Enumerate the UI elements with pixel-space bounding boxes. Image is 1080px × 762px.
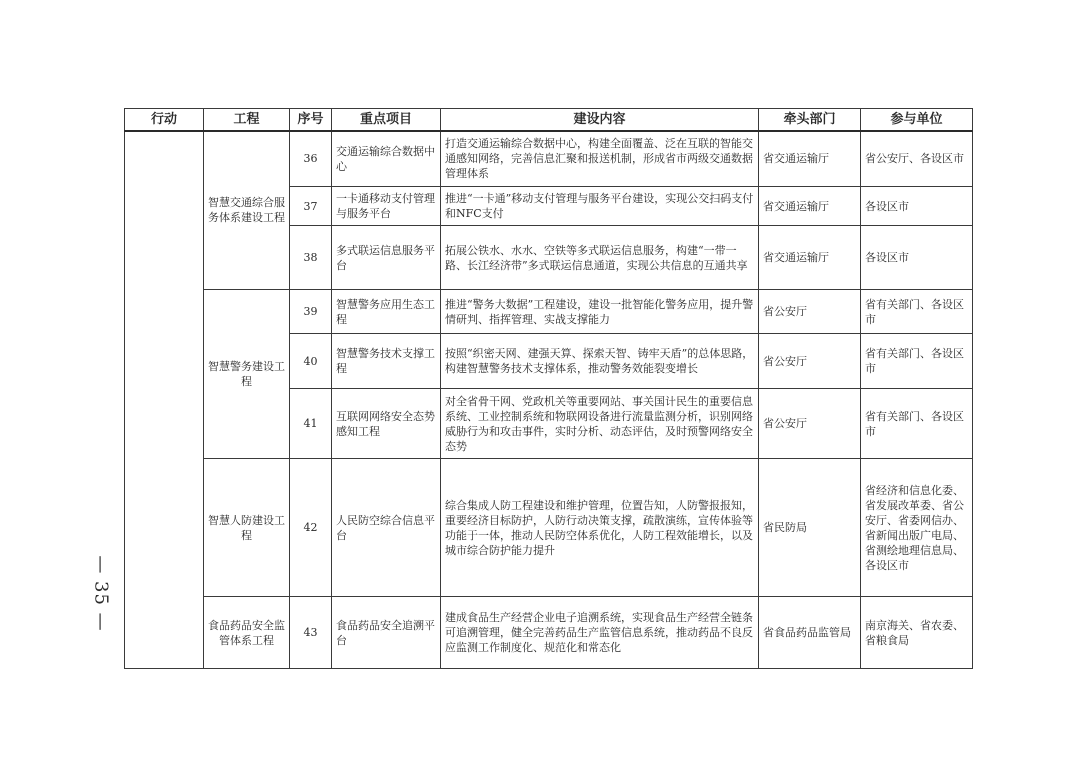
item-cell: 人民防空综合信息平台: [332, 459, 441, 597]
participants-cell: 南京海关、省农委、省粮食局: [861, 597, 973, 669]
page-number-text: — 35 —: [90, 554, 112, 632]
seq-cell: 40: [290, 334, 332, 389]
item-cell: 多式联运信息服务平台: [332, 226, 441, 290]
item-cell: 一卡通移动支付管理与服务平台: [332, 187, 441, 226]
lead-cell: 省交通运输厅: [759, 187, 861, 226]
participants-cell: 省公安厅、各设区市: [861, 131, 973, 187]
project-cell: 智慧警务建设工程: [204, 290, 290, 459]
seq-cell: 38: [290, 226, 332, 290]
action-cell: [125, 131, 204, 669]
content-cell: 推进“警务大数据”工程建设，建设一批智能化警务应用，提升警情研判、指挥管理、实战支撑能力: [441, 290, 759, 334]
header-action: 行动: [125, 109, 204, 131]
key-projects-table: [124, 108, 973, 669]
header-participants: 参与单位: [861, 109, 973, 131]
content-cell: 打造交通运输综合数据中心，构建全面覆盖、泛在互联的智能交通感知网络，完善信息汇聚和报送机制，形成省市两级交通数据管理体系: [441, 131, 759, 187]
participants-cell: 各设区市: [861, 187, 973, 226]
seq-cell: 41: [290, 389, 332, 459]
lead-cell: 省公安厅: [759, 334, 861, 389]
table-header-row: [125, 109, 973, 131]
participants-cell: 省有关部门、各设区市: [861, 389, 973, 459]
lead-cell: 省交通运输厅: [759, 226, 861, 290]
lead-cell: 省食品药品监管局: [759, 597, 861, 669]
table-row: [125, 459, 973, 597]
seq-cell: 42: [290, 459, 332, 597]
item-cell: 互联网网络安全态势感知工程: [332, 389, 441, 459]
header-content: 建设内容: [441, 109, 759, 131]
content-cell: 按照“织密天网、建强天算、探索天智、铸牢天盾”的总体思路，构建智慧警务技术支撑体系，推动警务效能裂变增长: [441, 334, 759, 389]
page-number: [86, 548, 116, 638]
content-cell: 拓展公铁水、水水、空铁等多式联运信息服务，构建“一带一路、长江经济带”多式联运信息通道，实现公共信息的互通共享: [441, 226, 759, 290]
header-project: 工程: [204, 109, 290, 131]
project-cell: 食品药品安全监管体系工程: [204, 597, 290, 669]
content-cell: 建成食品生产经营企业电子追溯系统，实现食品生产经营全链条可追溯管理，健全完善药品生产监管信息系统，推动药品不良反应监测工作制度化、规范化和常态化: [441, 597, 759, 669]
header-lead: 牵头部门: [759, 109, 861, 131]
lead-cell: 省公安厅: [759, 290, 861, 334]
table-row: [125, 290, 973, 334]
participants-cell: 省经济和信息化委、省发展改革委、省公安厅、省委网信办、省新闻出版广电局、省测绘地理信息局、各设区市: [861, 459, 973, 597]
lead-cell: 省民防局: [759, 459, 861, 597]
item-cell: 食品药品安全追溯平台: [332, 597, 441, 669]
lead-cell: 省交通运输厅: [759, 131, 861, 187]
table-row: [125, 131, 973, 187]
item-cell: 交通运输综合数据中心: [332, 131, 441, 187]
participants-cell: 各设区市: [861, 226, 973, 290]
seq-cell: 43: [290, 597, 332, 669]
item-cell: 智慧警务应用生态工程: [332, 290, 441, 334]
content-cell: 综合集成人防工程建设和维护管理，位置告知，人防警报报知，重要经济目标防护，人防行动决策支撑，疏散演练，宣传体验等功能于一体，推动人民防空体系优化，人防工程效能增长，以及城市综合防护能力提升: [441, 459, 759, 597]
project-cell: 智慧人防建设工程: [204, 459, 290, 597]
content-cell: 推进“一卡通”移动支付管理与服务平台建设，实现公交扫码支付和NFC支付: [441, 187, 759, 226]
content-cell: 对全省骨干网、党政机关等重要网站、事关国计民生的重要信息系统、工业控制系统和物联网设备进行流量监测分析，识别网络威胁行为和攻击事件，实时分析、动态评估，及时预警网络安全态势: [441, 389, 759, 459]
participants-cell: 省有关部门、各设区市: [861, 290, 973, 334]
seq-cell: 37: [290, 187, 332, 226]
seq-cell: 39: [290, 290, 332, 334]
lead-cell: 省公安厅: [759, 389, 861, 459]
project-cell: 智慧交通综合服务体系建设工程: [204, 131, 290, 290]
table-row: [125, 597, 973, 669]
item-cell: 智慧警务技术支撑工程: [332, 334, 441, 389]
header-item: 重点项目: [332, 109, 441, 131]
header-seq: 序号: [290, 109, 332, 131]
seq-cell: 36: [290, 131, 332, 187]
participants-cell: 省有关部门、各设区市: [861, 334, 973, 389]
